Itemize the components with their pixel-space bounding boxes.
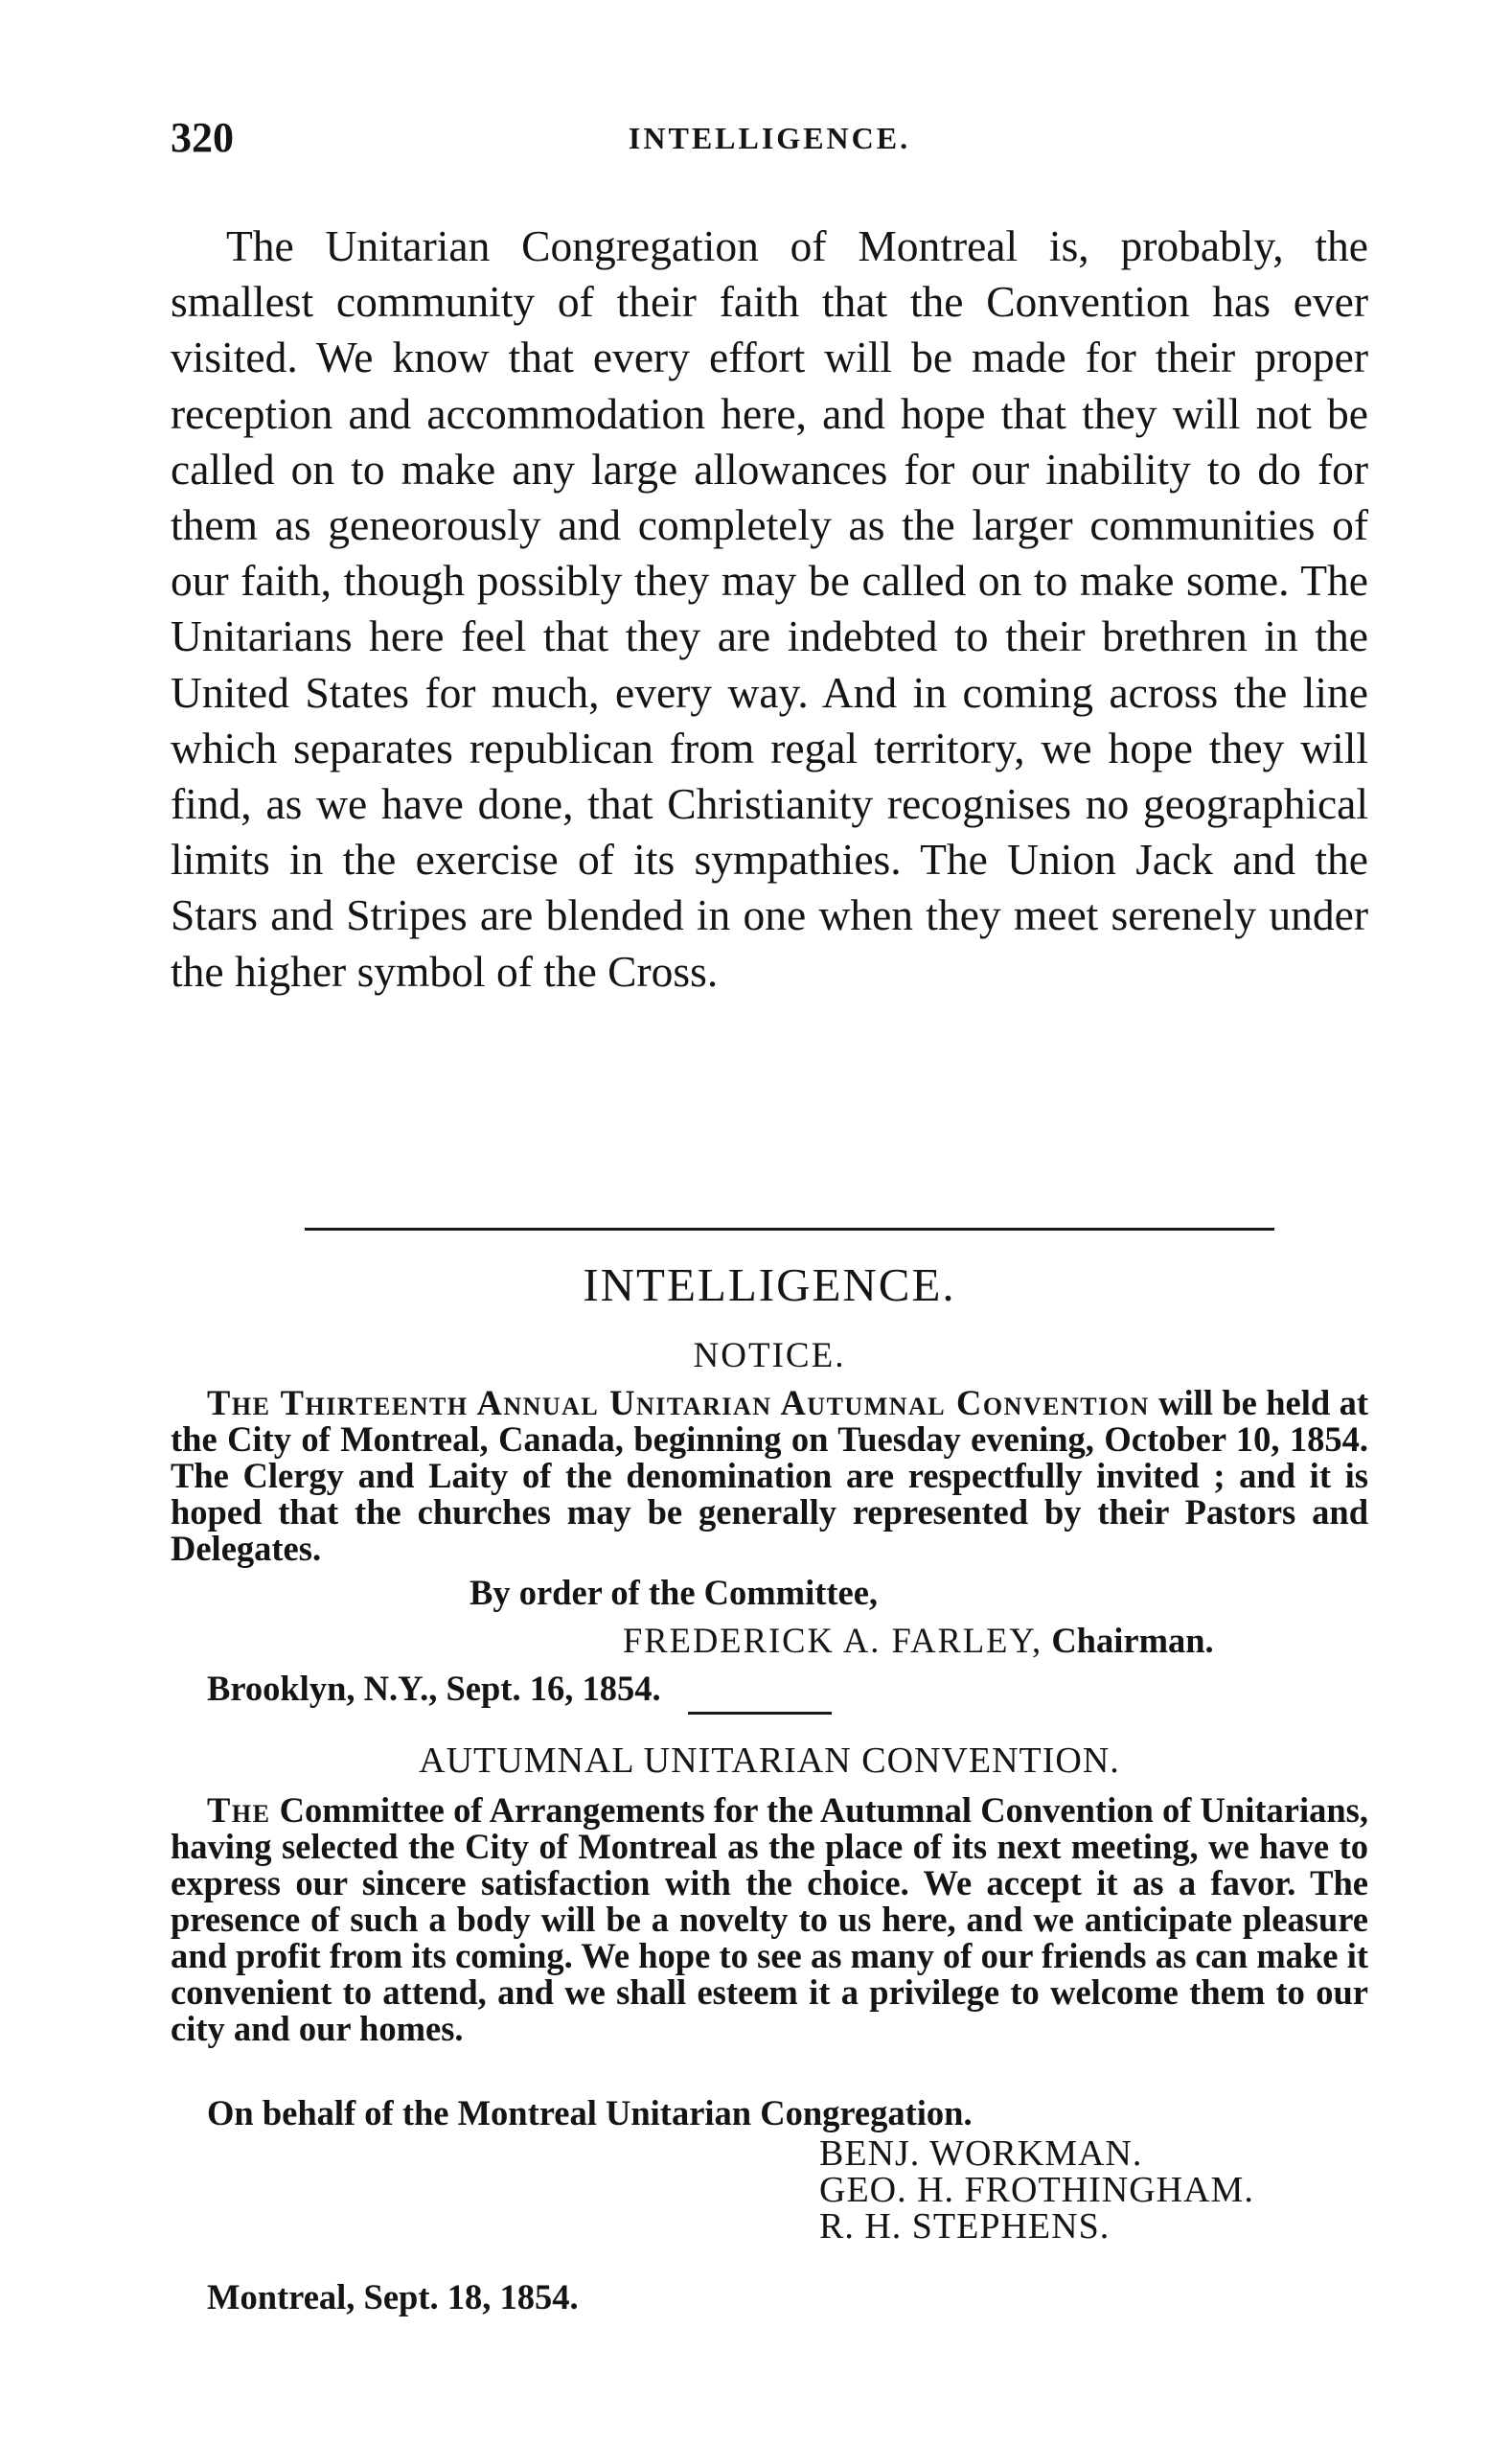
convention-heading: AUTUMNAL UNITARIAN CONVENTION. [419,1740,1120,1781]
by-order-line: By order of the Committee, [470,1573,879,1612]
convention-body [171,1792,1368,2047]
chairman-signature [623,1620,1214,1661]
signatory: R. H. STEPHENS. [819,2206,1111,2247]
convention-dateline: Montreal, Sept. 18, 1854. [207,2277,579,2316]
short-divider [688,1712,832,1715]
notice-heading: NOTICE. [693,1336,846,1375]
notice-paragraph [171,1385,1368,1567]
notice-dateline: Brooklyn, N.Y., Sept. 16, 1854. [207,1669,661,1708]
signatory: GEO. H. FROTHINGHAM. [819,2170,1254,2210]
section-title: INTELLIGENCE. [583,1258,956,1311]
convention-paragraph [171,1792,1368,2047]
page-number: 320 [171,114,234,161]
running-head [171,113,1368,171]
section-divider [305,1228,1274,1231]
signatory-list [819,2135,1254,2245]
behalf-line: On behalf of the Montreal Unitarian Congregation. [207,2093,973,2132]
chairman-name: FREDERICK A. FARLEY, [623,1621,1043,1660]
signatory: BENJ. WORKMAN. [819,2133,1143,2174]
notice-body [171,1385,1368,1567]
notice-text: will be held at the City of Montreal, Canada, beginning on Tuesday evening, October 10, 1854. The Clergy and Laity of the denomination are respectfully invited ; and it is hoped that the churches may be generally represented by their Pastors and Delegates. [171,1383,1368,1568]
running-title: INTELLIGENCE. [628,121,911,155]
convention-lead: The [207,1790,271,1830]
notice-lead: The Thirteenth Annual Unitarian Autumnal Convention [207,1383,1150,1422]
convention-text: Committee of Arrangements for the Autumnal Convention of Unitarians, having selected the City of Montreal as the place of its next meeting, we have to express our sincere satisfaction with the choice. We accept it as a favor. The presence of such a body will be a novelty to us here, and we anticipate pleasure and profit from its coming. We hope to see as many of our friends as can make it convenient to attend, and we shall esteem it a privilege to welcome them to our city and our homes. [171,1790,1368,2048]
article-text [171,219,1368,1000]
chairman-title: Chairman. [1042,1621,1214,1660]
article-paragraph: The Unitarian Congregation of Montreal is, probably, the smallest community of their faith that the Convention has ever visited. We know that every effort will be made for their proper reception and accommodation here, and hope that they will not be called on to make any large allowances for our inability to do for them as geneorously and completely as the larger communities of our faith, though possibly they may be called on to make some. The Unitarians here feel that they are indebted to their brethren in the United States for much, every way. And in coming across the line which separates republican from regal territory, we hope they will find, as we have done, that Christianity recognises no geographical limits in the exercise of its sympathies. The Union Jack and the Stars and Stripes are blended in one when they meet serenely under the higher symbol of the Cross. [171,221,1368,996]
